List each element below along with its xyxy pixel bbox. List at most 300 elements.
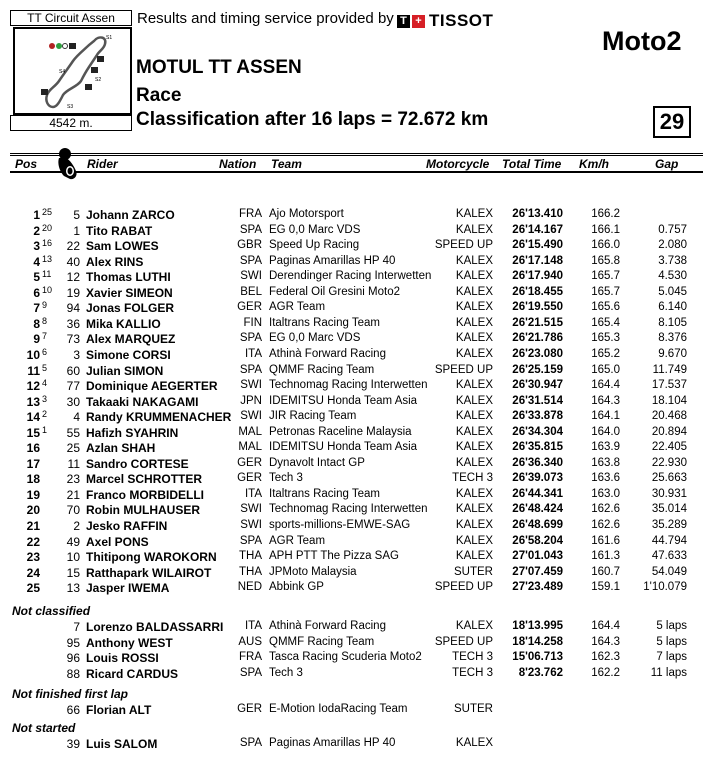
gap: 54.049 — [651, 566, 687, 578]
team: EG 0,0 Marc VDS — [269, 332, 361, 344]
total-time: 26'48.424 — [512, 503, 563, 515]
timing-provider-text: Results and timing service provided by — [137, 10, 394, 27]
total-time: 26'44.341 — [512, 488, 563, 500]
team: IDEMITSU Honda Team Asia — [269, 441, 418, 453]
rider-name: Sandro CORTESE — [86, 457, 189, 471]
speed: 165.8 — [591, 255, 620, 267]
section-heading: Not started — [12, 721, 76, 735]
rider-number: 30 — [66, 395, 80, 409]
rider-number: 12 — [66, 270, 80, 284]
nation: FRA — [239, 208, 262, 220]
gap: 22.930 — [651, 457, 687, 469]
team: Paginas Amarillas HP 40 — [269, 255, 396, 267]
rider-helmet-icon — [54, 146, 82, 185]
nation: GER — [237, 472, 262, 484]
motorcycle: SUTER — [454, 703, 493, 715]
nation: FIN — [243, 317, 262, 329]
rider-number: 95 — [66, 636, 80, 650]
swiss-cross-icon: + — [412, 15, 425, 28]
rider-number: 23 — [66, 472, 80, 486]
rider-name: Jasper IWEMA — [86, 581, 170, 595]
nation: GER — [237, 703, 262, 715]
nation: GBR — [237, 239, 262, 251]
total-time: 26'34.304 — [512, 426, 563, 438]
rider-name: Tito RABAT — [86, 224, 153, 238]
header-bottom-rule — [10, 171, 703, 173]
position: 4 — [33, 255, 40, 269]
tissot-logo — [397, 11, 493, 31]
nation: THA — [239, 550, 262, 562]
position: 13 — [26, 395, 40, 409]
total-time: 26'17.148 — [512, 255, 563, 267]
rider-number: 10 — [66, 550, 80, 564]
total-time: 27'01.043 — [512, 550, 563, 562]
rider-name: Hafizh SYAHRIN — [86, 426, 179, 440]
speed: 164.0 — [591, 426, 620, 438]
speed: 164.3 — [591, 636, 620, 648]
speed: 164.1 — [591, 410, 620, 422]
result-row — [0, 503, 717, 518]
gap: 4.530 — [658, 270, 687, 282]
tissot-t-mark: T — [397, 15, 410, 28]
rider-name: Louis ROSSI — [86, 651, 159, 665]
gap: 5 laps — [656, 636, 687, 648]
rider-number: 96 — [66, 651, 80, 665]
rider-name: Dominique AEGERTER — [86, 379, 218, 393]
sector-marker-icon — [69, 43, 76, 49]
total-time: 26'17.940 — [512, 270, 563, 282]
result-row — [0, 535, 717, 550]
rider-number: 2 — [73, 519, 80, 533]
team: QMMF Racing Team — [269, 636, 375, 648]
total-time: 26'14.167 — [512, 224, 563, 236]
speed: 165.4 — [591, 317, 620, 329]
nation: SPA — [239, 667, 262, 679]
total-time: 26'21.786 — [512, 332, 563, 344]
team: Abbink GP — [269, 581, 324, 593]
rider-number: 55 — [66, 426, 80, 440]
rider-number: 25 — [66, 441, 80, 455]
nation: SWI — [240, 519, 262, 531]
team: IDEMITSU Honda Team Asia — [269, 395, 418, 407]
team: Tech 3 — [269, 472, 303, 484]
position: 10 — [26, 348, 40, 362]
motorcycle: KALEX — [455, 457, 493, 469]
nation: SPA — [239, 535, 262, 547]
nation: ITA — [244, 348, 262, 360]
header-top-rule — [10, 153, 703, 156]
total-time: 26'25.159 — [512, 364, 563, 376]
rider-number: 66 — [66, 703, 80, 717]
team: Derendinger Racing Interwetten — [269, 270, 432, 282]
team: Federal Oil Gresini Moto2 — [269, 286, 401, 298]
light-icon — [63, 44, 68, 49]
speed: 162.3 — [591, 651, 620, 663]
gap: 8.105 — [658, 317, 687, 329]
team: Speed Up Racing — [269, 239, 360, 251]
motorcycle: SPEED UP — [434, 239, 493, 251]
rider-name: Axel PONS — [86, 535, 149, 549]
nation: SWI — [240, 270, 262, 282]
position: 17 — [26, 457, 40, 471]
motorcycle: KALEX — [455, 620, 493, 632]
nation: SWI — [240, 503, 262, 515]
total-time: 26'58.204 — [512, 535, 563, 547]
motorcycle: KALEX — [455, 488, 493, 500]
rider-number: 40 — [66, 255, 80, 269]
green-light-icon — [56, 43, 62, 49]
total-time: 8'23.762 — [518, 667, 563, 679]
rider-name: Franco MORBIDELLI — [86, 488, 205, 502]
col-pos: Pos — [15, 157, 38, 171]
rider-number: 22 — [66, 239, 80, 253]
team: sports-millions-EMWE-SAG — [269, 519, 411, 531]
nation: GER — [237, 457, 262, 469]
points: 1 — [42, 425, 48, 435]
rider-name: Ricard CARDUS — [86, 667, 179, 681]
rider-name: Xavier SIMEON — [86, 286, 173, 300]
total-time: 26'39.073 — [512, 472, 563, 484]
rider-number: 36 — [66, 317, 80, 331]
sector-marker-icon — [97, 56, 104, 62]
rider-number: 73 — [66, 332, 80, 346]
motorcycle: KALEX — [455, 410, 493, 422]
speed: 160.7 — [591, 566, 620, 578]
team: Italtrans Racing Team — [269, 317, 381, 329]
speed: 162.6 — [591, 519, 620, 531]
speed: 163.8 — [591, 457, 620, 469]
nation: AUS — [238, 636, 262, 648]
result-row — [0, 364, 717, 379]
gap: 9.670 — [658, 348, 687, 360]
points: 20 — [42, 223, 53, 233]
gap: 20.894 — [651, 426, 687, 438]
total-time: 26'48.699 — [512, 519, 563, 531]
position: 12 — [26, 379, 40, 393]
total-time: 26'35.815 — [512, 441, 563, 453]
position: 22 — [26, 535, 40, 549]
gap: 6.140 — [658, 301, 687, 313]
total-time: 18'13.995 — [512, 620, 563, 632]
points: 7 — [42, 331, 48, 341]
points: 4 — [42, 378, 48, 388]
motorcycle: TECH 3 — [452, 651, 493, 663]
result-row — [0, 737, 717, 752]
classification-title: Classification after 16 laps = 72.672 km — [136, 109, 489, 130]
page-number: 29 — [653, 106, 691, 138]
total-time: 27'23.489 — [512, 581, 563, 593]
result-row — [0, 488, 717, 503]
total-time: 26'21.515 — [512, 317, 563, 329]
gap: 3.738 — [658, 255, 687, 267]
speed: 165.7 — [591, 286, 620, 298]
team: Technomag Racing Interwetten — [269, 503, 428, 515]
position: 15 — [26, 426, 40, 440]
rider-number: 49 — [66, 535, 80, 549]
speed: 163.0 — [591, 488, 620, 500]
total-time: 26'31.514 — [512, 395, 563, 407]
section-heading: Not finished first lap — [12, 687, 129, 701]
position: 14 — [26, 410, 40, 424]
gap: 30.931 — [651, 488, 687, 500]
motorcycle: KALEX — [455, 208, 493, 220]
speed: 166.0 — [591, 239, 620, 251]
total-time: 26'33.878 — [512, 410, 563, 422]
nation: SWI — [240, 410, 262, 422]
rider-number: 39 — [66, 737, 80, 751]
result-row — [0, 255, 717, 270]
result-row — [0, 208, 717, 223]
motorcycle: KALEX — [455, 535, 493, 547]
team: JPMoto Malaysia — [269, 566, 357, 578]
result-row — [0, 348, 717, 363]
result-row — [0, 581, 717, 596]
motorcycle: SPEED UP — [434, 581, 493, 593]
result-row — [0, 519, 717, 534]
position: 6 — [33, 286, 40, 300]
speed: 163.9 — [591, 441, 620, 453]
position: 18 — [26, 472, 40, 486]
rider-number: 70 — [66, 503, 80, 517]
rider-number: 7 — [73, 620, 80, 634]
result-row — [0, 636, 717, 651]
gap: 47.633 — [651, 550, 687, 562]
team: Dynavolt Intact GP — [269, 457, 365, 469]
result-row — [0, 457, 717, 472]
result-row — [0, 441, 717, 456]
points: 13 — [42, 254, 53, 264]
team: Athinà Forward Racing — [269, 620, 386, 632]
rider-name: Julian SIMON — [86, 364, 164, 378]
rider-number: 5 — [73, 208, 80, 222]
team: Athinà Forward Racing — [269, 348, 386, 360]
nation: SPA — [239, 332, 262, 344]
rider-name: Johann ZARCO — [86, 208, 175, 222]
map-label: S4 — [59, 69, 66, 75]
points: 9 — [42, 300, 48, 310]
motorcycle: KALEX — [455, 301, 493, 313]
points: 6 — [42, 347, 48, 357]
team: EG 0,0 Marc VDS — [269, 224, 361, 236]
rider-name: Jesko RAFFIN — [86, 519, 168, 533]
col-rider: Rider — [87, 157, 118, 171]
points: 16 — [42, 238, 53, 248]
total-time: 27'07.459 — [512, 566, 563, 578]
rider-number: 4 — [73, 410, 80, 424]
motorcycle: TECH 3 — [452, 667, 493, 679]
motorcycle: KALEX — [455, 224, 493, 236]
rider-name: Simone CORSI — [86, 348, 171, 362]
red-light-icon — [49, 43, 55, 49]
speed: 165.7 — [591, 270, 620, 282]
gap: 25.663 — [651, 472, 687, 484]
gap: 8.376 — [658, 332, 687, 344]
points: 10 — [42, 285, 53, 295]
result-row — [0, 286, 717, 301]
motorcycle: TECH 3 — [452, 472, 493, 484]
position: 16 — [26, 441, 40, 455]
nation: BEL — [240, 286, 262, 298]
result-row — [0, 379, 717, 394]
nation: SWI — [240, 379, 262, 391]
rider-number: 3 — [73, 348, 80, 362]
position: 11 — [27, 364, 40, 378]
speed: 165.3 — [591, 332, 620, 344]
speed: 166.2 — [591, 208, 620, 220]
circuit-name: TT Circuit Assen — [10, 10, 132, 26]
gap: 18.104 — [651, 395, 687, 407]
motorcycle: KALEX — [455, 395, 493, 407]
nation: SPA — [239, 224, 262, 236]
motorcycle: KALEX — [455, 348, 493, 360]
team: AGR Team — [269, 535, 326, 547]
position: 2 — [33, 224, 40, 238]
rider-name: Lorenzo BALDASSARRI — [86, 620, 224, 634]
nation: SPA — [239, 364, 262, 376]
rider-name: Thomas LUTHI — [86, 270, 171, 284]
motorcycle: KALEX — [455, 270, 493, 282]
points: 5 — [42, 363, 48, 373]
rider-name: Azlan SHAH — [86, 441, 156, 455]
motorcycle: SUTER — [454, 566, 493, 578]
total-time: 18'14.258 — [512, 636, 563, 648]
motorcycle: KALEX — [455, 550, 493, 562]
total-time: 26'36.340 — [512, 457, 563, 469]
motorcycle: SPEED UP — [434, 636, 493, 648]
map-label: S3 — [67, 104, 74, 110]
rider-name: Luis SALOM — [86, 737, 158, 751]
team: Paginas Amarillas HP 40 — [269, 737, 396, 749]
nation: GER — [237, 301, 262, 313]
total-time: 26'23.080 — [512, 348, 563, 360]
rider-name: Mika KALLIO — [86, 317, 161, 331]
sector-marker-icon — [91, 67, 98, 73]
speed: 165.6 — [591, 301, 620, 313]
result-row — [0, 620, 717, 635]
gap: 11 laps — [650, 667, 687, 679]
speed: 166.1 — [591, 224, 620, 236]
nation: ITA — [244, 488, 262, 500]
rider-name: Thitipong WAROKORN — [86, 550, 217, 564]
position: 7 — [33, 301, 40, 315]
sponsor-name: TISSOT — [429, 11, 494, 30]
rider-number: 21 — [66, 488, 80, 502]
rider-name: Jonas FOLGER — [86, 301, 175, 315]
total-time: 15'06.713 — [512, 651, 563, 663]
event-title: MOTUL TT ASSEN — [136, 57, 302, 78]
col-gap: Gap — [655, 157, 679, 171]
speed: 165.0 — [591, 364, 620, 376]
gap: 44.794 — [651, 535, 687, 547]
nation: SPA — [239, 255, 262, 267]
team: Italtrans Racing Team — [269, 488, 381, 500]
position: 21 — [26, 519, 40, 533]
points: 2 — [42, 409, 48, 419]
track-map-icon — [15, 29, 130, 113]
motorcycle: KALEX — [455, 503, 493, 515]
speed: 164.3 — [591, 395, 620, 407]
result-row — [0, 410, 717, 425]
nation: THA — [239, 566, 262, 578]
col-total-time: Total Time — [502, 157, 562, 171]
result-row — [0, 667, 717, 682]
col-team: Team — [271, 157, 302, 171]
map-label: S2 — [95, 77, 102, 83]
result-row — [0, 566, 717, 581]
rider-number: 19 — [66, 286, 80, 300]
nation: MAL — [238, 441, 262, 453]
team: Petronas Raceline Malaysia — [269, 426, 412, 438]
rider-name: Marcel SCHROTTER — [86, 472, 203, 486]
gap: 20.468 — [651, 410, 687, 422]
points: 3 — [42, 394, 48, 404]
speed: 163.6 — [591, 472, 620, 484]
nation: NED — [237, 581, 262, 593]
rider-number: 13 — [66, 581, 80, 595]
motorcycle: KALEX — [455, 317, 493, 329]
sector-marker-icon — [41, 89, 48, 95]
team: Technomag Racing Interwetten — [269, 379, 428, 391]
points: 11 — [42, 269, 52, 279]
gap: 0.757 — [658, 224, 687, 236]
rider-name: Robin MULHAUSER — [86, 503, 200, 517]
points: 8 — [42, 316, 48, 326]
position: 19 — [26, 488, 40, 502]
result-row — [0, 426, 717, 441]
position: 3 — [33, 239, 40, 253]
motorcycle: KALEX — [455, 379, 493, 391]
team: QMMF Racing Team — [269, 364, 375, 376]
position: 8 — [33, 317, 40, 331]
rider-name: Alex MARQUEZ — [86, 332, 176, 346]
motorcycle: KALEX — [455, 426, 493, 438]
team: E-Motion IodaRacing Team — [269, 703, 408, 715]
team: APH PTT The Pizza SAG — [269, 550, 399, 562]
rider-number: 77 — [66, 379, 80, 393]
team: AGR Team — [269, 301, 326, 313]
session-name: Race — [136, 85, 182, 106]
rider-number: 15 — [66, 566, 80, 580]
result-row — [0, 651, 717, 666]
result-row — [0, 550, 717, 565]
nation: JPN — [240, 395, 262, 407]
speed: 164.4 — [591, 379, 620, 391]
position: 24 — [26, 566, 40, 580]
position: 5 — [33, 270, 40, 284]
motorcycle: KALEX — [455, 286, 493, 298]
result-row — [0, 224, 717, 239]
col-nation: Nation — [219, 157, 257, 171]
speed: 159.1 — [591, 581, 620, 593]
rider-number: 11 — [67, 457, 80, 471]
motorcycle: KALEX — [455, 737, 493, 749]
motorcycle: KALEX — [455, 519, 493, 531]
circuit-length: 4542 m. — [10, 115, 132, 131]
col-kmh: Km/h — [579, 157, 609, 171]
result-row — [0, 239, 717, 254]
speed: 161.3 — [591, 550, 620, 562]
rider-name: Takaaki NAKAGAMI — [86, 395, 199, 409]
total-time: 26'30.947 — [512, 379, 563, 391]
class-name: Moto2 — [602, 26, 682, 56]
total-time: 26'19.550 — [512, 301, 563, 313]
section-heading: Not classified — [12, 604, 91, 618]
team: Ajo Motorsport — [269, 208, 344, 220]
gap: 22.405 — [651, 441, 687, 453]
result-row — [0, 332, 717, 347]
result-row — [0, 395, 717, 410]
team: Tech 3 — [269, 667, 303, 679]
